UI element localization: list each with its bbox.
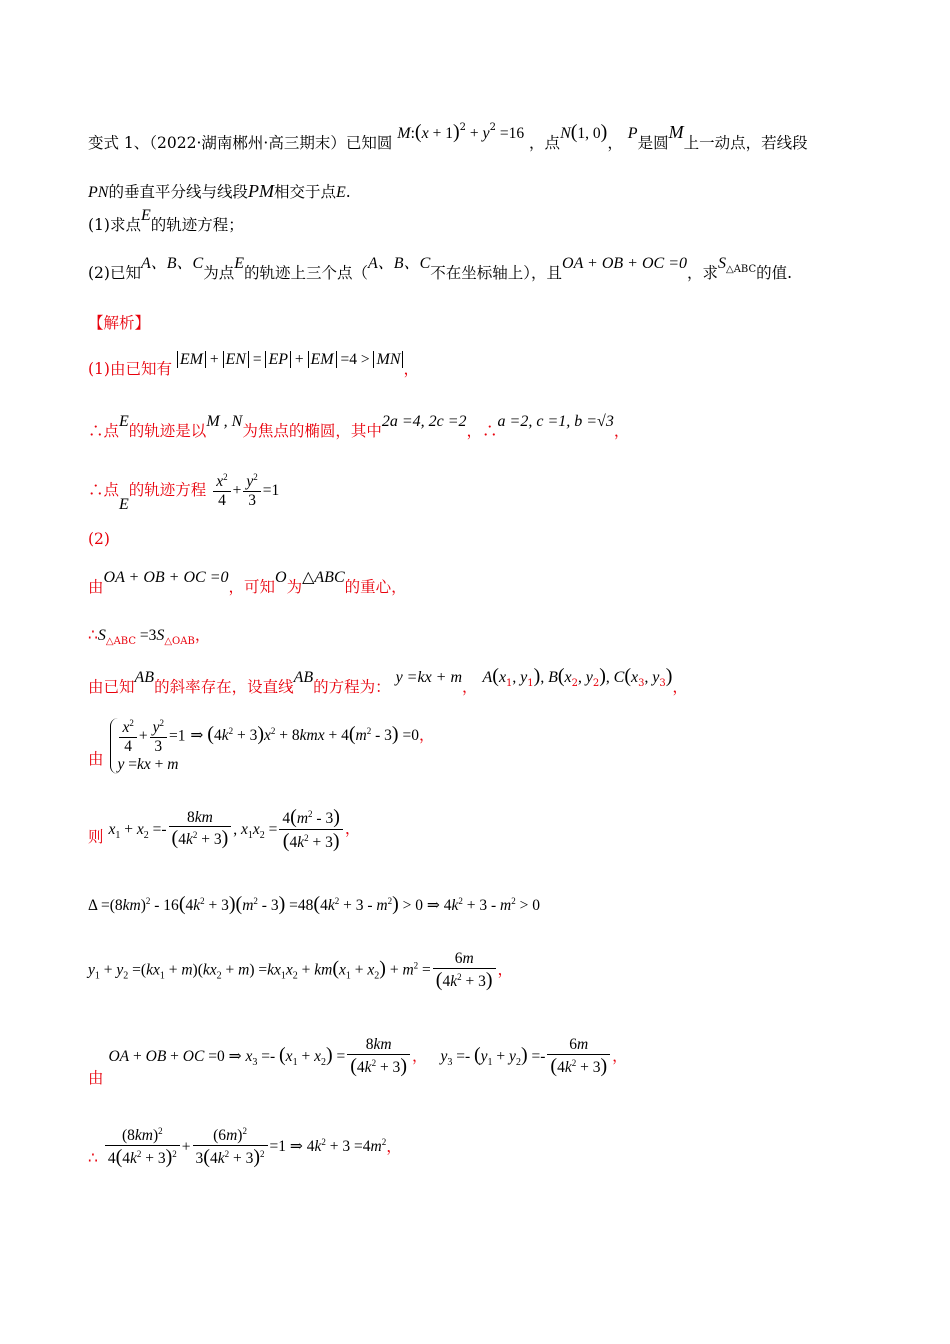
- solution-step-1: (1)由已知有 EM + EN = EP + EM =4 > MN，: [88, 351, 419, 378]
- question-1: (1)求点E的轨迹方程；: [88, 207, 244, 234]
- solution-p2-f: $\Delta =(8km)^2 - 16(4k^2 + 3)(m^2 - 3) =48(4k^2 + 3 - m^2) > 0$ ⇒ $4k^2 + 3 - m^2 > 0$: [88, 893, 540, 915]
- part-2-label: (2): [88, 530, 110, 548]
- system-brace: $\frac{x^2}{4}$ + $\frac{y^2}{3}$ =1 y =kx + m: [110, 718, 185, 774]
- problem-line-1: 变式 1、（2022·湖南郴州·高三期末）已知圆 M:(x + $1)^2 + y^2 =16$ ，点N(1, 0)， P是圆M上一动点，若线段: [88, 121, 808, 152]
- vector-sum: OA + OB + OC =0: [562, 255, 687, 272]
- solution-p2-g: $y_1 + y_2 =(kx_1 + m)(kx_2 + m) =kx_1x_2 + km(x_1 + x_2) + m^2$ = $\frac{6m}{(4k^2 + 3)}$ ，: [88, 950, 514, 991]
- solution-step-3: ∴点E的轨迹方程 $\frac{x^2}{4}$ + $\frac{y^2}{3}$ =1: [88, 472, 280, 513]
- solution-p2-h: 由 OA + OB + OC =0 ⇒ $x_3 =- (x_1 + x_2)$ = $\frac{8km}{(4k^2 + 3)}$ ， $y_3 =- (y_1 + y_2)$ =- $\frac{6m}{(4k^2 + 3)}$ ，: [88, 1036, 628, 1087]
- problem-line-2: PN的垂直平分线与线段PM相交于点E.: [88, 181, 351, 201]
- solution-p2-b: $\therefore S_{\triangle ABC} =3S_{\triangle OAB}$，: [88, 626, 211, 647]
- solution-p2-i: ∴ $\frac{(8km)^2}{4(4k^2 + 3)^2}$ + $\frac{(6m)^2}{3(4k^2 + 3)^2}$ =1 ⇒ $4k^2 + 3 =4m^2$，: [88, 1126, 402, 1168]
- solution-header: 【解析】: [88, 314, 151, 332]
- point-N: N: [560, 125, 571, 142]
- point-P: P: [627, 125, 638, 142]
- circle-equation: M: [397, 125, 411, 142]
- solution-p2-e: 则 $x_1 + x_2$ =- $\frac{8km}{(4k^2 + 3)}$ , $x_1x_2$ = $\frac{4(m^2 - 3)}{(4k^2 + 3)}$ ，: [88, 806, 361, 852]
- problem-source: 变式 1、（2022·湖南郴州·高三期末）已知圆: [88, 134, 393, 152]
- solution-p2-d: 由 $\frac{x^2}{4}$ + $\frac{y^2}{3}$ =1 y =kx + m ⇒ $(4k^2 + 3)x^2 + 8kmx + 4(m^2 - 3) =0$，: [88, 718, 435, 773]
- ellipse-fraction-x: $\frac{x^2}{4}$: [213, 472, 230, 510]
- solution-p2-c: 由已知AB的斜率存在，设直线AB的方程为： y =kx + m， $A(x_1$, $y_1$), $B(x_2$, $y_2$), $C(x_3$, $y_3$)，: [88, 665, 688, 696]
- ellipse-fraction-y: $\frac{y^2}{3}$: [243, 472, 260, 510]
- solution-p2-a: 由OA + OB + OC =0，可知O为△ABC的重心，: [88, 569, 407, 596]
- solution-step-2: ∴点E的轨迹是以M , N为焦点的椭圆，其中2a =4, 2c =2，∴a =2, c =1, b =√3，: [88, 413, 630, 440]
- question-2: (2)已知A、B、C为点E的轨迹上三个点（A、B、C不在坐标轴上），且OA + OB + OC =0，求$S^{\triangle ABC}$的值.: [88, 255, 793, 282]
